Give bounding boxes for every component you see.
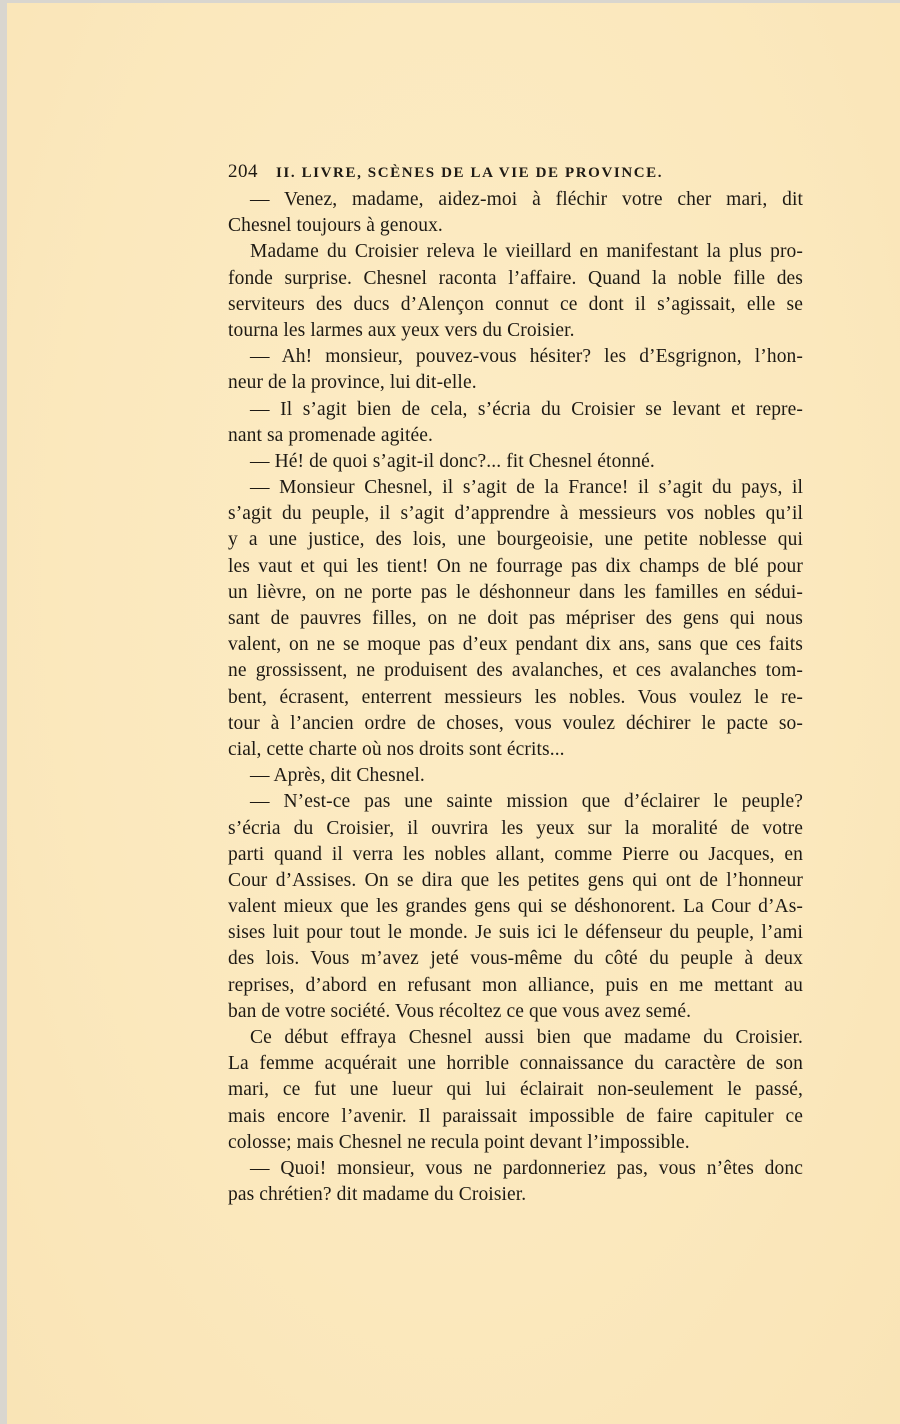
- page-number: 204: [228, 161, 258, 182]
- text-line: valent, on ne se moque pas d’eux pendant dix ans, sans que ces faits: [228, 634, 803, 656]
- text-line: — Monsieur Chesnel, il s’agit de la France! il s’agit du pays, il: [250, 477, 803, 499]
- text-line: cial, cette charte où nos droits sont écrits...: [228, 738, 565, 760]
- text-line: valent mieux que les grandes gens qui se déshonorent. La Cour d’As-: [228, 896, 803, 918]
- page-text-block: [228, 161, 803, 1208]
- text-line: ban de votre société. Vous récoltez ce que vous avez semé.: [228, 1000, 692, 1022]
- text-line: serviteurs des ducs d’Alençon connut ce dont il s’agissait, elle se: [228, 293, 803, 315]
- text-line: Ce début effraya Chesnel aussi bien que madame du Croisier.: [250, 1027, 803, 1048]
- text-line: — Venez, madame, aidez-moi à fléchir votre cher mari, dit: [250, 189, 803, 210]
- text-line: Madame du Croisier releva le vieillard en manifestant la plus pro-: [250, 241, 803, 263]
- text-line: mari, ce fut une lueur qui lui éclairait non-seulement le passé,: [228, 1079, 803, 1101]
- text-line: les vaut et qui les tient! On ne fourrage pas dix champs de blé pour: [228, 555, 803, 577]
- text-line: tourna les larmes aux yeux vers du Croisier.: [228, 319, 575, 341]
- text-line: colosse; mais Chesnel ne recula point devant l’impossible.: [228, 1131, 690, 1153]
- text-line: — Quoi! monsieur, vous ne pardonneriez pas, vous n’êtes donc: [250, 1157, 803, 1179]
- text-line: pas chrétien? dit madame du Croisier.: [228, 1184, 527, 1206]
- text-line: sant de pauvres filles, on ne doit pas mépriser des gens qui nous: [228, 608, 803, 629]
- text-line: reprises, d’abord en refusant mon alliance, puis en me mettant au: [228, 974, 803, 996]
- text-line: un lièvre, on ne porte pas le déshonneur dans les familles en sédui-: [228, 581, 803, 603]
- text-line: fonde surprise. Chesnel raconta l’affaire. Quand la noble fille des: [228, 267, 803, 289]
- text-line: parti quand il verra les nobles allant, comme Pierre ou Jacques, en: [228, 843, 803, 865]
- running-head: [228, 161, 803, 185]
- body-text: [228, 187, 803, 1208]
- text-line: mais encore l’avenir. Il paraissait impossible de faire capituler ce: [228, 1105, 803, 1127]
- text-line: — Il s’agit bien de cela, s’écria du Croisier se levant et repre-: [250, 398, 803, 420]
- text-line: s’agit du peuple, il s’agit d’apprendre à messieurs vos nobles qu’il: [228, 503, 803, 525]
- text-line: La femme acquérait une horrible connaissance du caractère de son: [228, 1053, 803, 1075]
- text-line: tour à l’ancien ordre de choses, vous voulez déchirer le pacte so-: [228, 712, 803, 734]
- running-head-title: II. LIVRE, SCÈNES DE LA VIE DE PROVINCE.: [276, 165, 664, 181]
- text-line: y a une justice, des lois, une bourgeoisie, une petite noblesse qui: [228, 529, 803, 551]
- text-line: neur de la province, lui dit-elle.: [228, 372, 477, 394]
- book-page: [7, 3, 900, 1424]
- text-line: — Ah! monsieur, pouvez-vous hésiter? les d’Esgrignon, l’hon-: [250, 346, 803, 368]
- text-line: s’écria du Croisier, il ouvrira les yeux sur la moralité de votre: [228, 817, 803, 839]
- text-line: des lois. Vous m’avez jeté vous-même du côté du peuple à deux: [228, 948, 803, 970]
- text-line: — Après, dit Chesnel.: [250, 765, 425, 787]
- text-line: bent, écrasent, enterrent messieurs les nobles. Vous voulez le re-: [228, 686, 803, 708]
- text-line: nant sa promenade agitée.: [228, 424, 433, 446]
- text-line: Cour d’Assises. On se dira que les petites gens qui ont de l’honneur: [228, 869, 803, 891]
- text-line: ne grossissent, ne produisent des avalanches, et ces avalanches tom-: [228, 660, 803, 682]
- text-line: sises luit pour tout le monde. Je suis ici le défenseur du peuple, l’ami: [228, 922, 803, 944]
- text-line: Chesnel toujours à genoux.: [228, 215, 443, 237]
- text-line: — N’est-ce pas une sainte mission que d’éclairer le peuple?: [250, 791, 803, 813]
- text-line: — Hé! de quoi s’agit-il donc?... fit Chesnel étonné.: [250, 450, 655, 472]
